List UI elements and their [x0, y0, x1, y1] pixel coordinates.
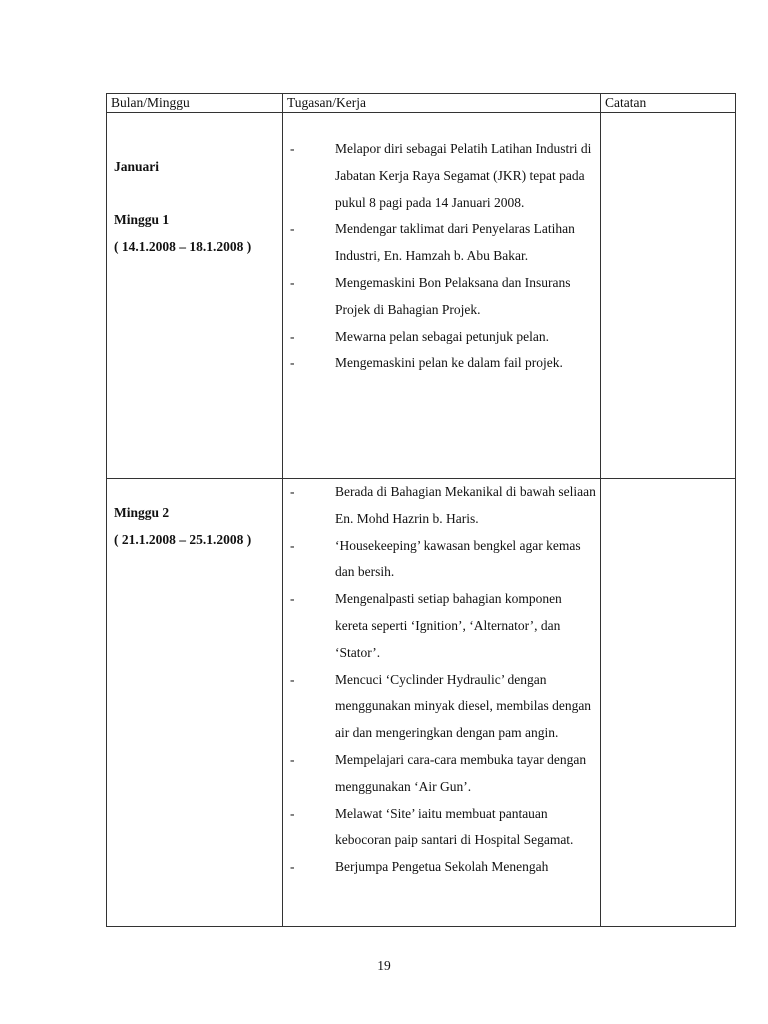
header-tasks: Tugasan/Kerja: [283, 94, 601, 113]
tasks-cell: [283, 479, 601, 927]
notes-cell: [601, 113, 736, 479]
bullet-dash: -: [290, 805, 295, 821]
bullet-dash: -: [290, 274, 295, 290]
task-text: Mewarna pelan sebagai petunjuk pelan.: [335, 328, 550, 344]
bullet-dash: -: [290, 221, 295, 237]
list-item: [283, 667, 600, 747]
bullet-dash: -: [290, 671, 295, 687]
task-list: [283, 113, 600, 377]
task-text: Mencuci ‘Cyclinder Hydraulic’ dengan menggunakan minyak diesel, membilas dengan air dan mengeringkan dengan pam angin.: [335, 671, 592, 741]
notes-cell: [601, 479, 736, 927]
bullet-dash: -: [290, 859, 295, 875]
bullet-dash: -: [290, 141, 295, 156]
bullet-dash: -: [290, 484, 295, 499]
header-notes: Catatan: [601, 94, 736, 113]
bullet-dash: -: [290, 591, 295, 607]
header-month-week: Bulan/Minggu: [107, 94, 283, 113]
training-log-table: [106, 93, 736, 927]
month-label: Januari: [114, 159, 160, 174]
task-text: Melapor diri sebagai Pelatih Latihan Industri di Jabatan Kerja Raya Segamat (JKR) tepat pada pukul 8 pagi pada 14 Januari 2008.: [335, 141, 592, 210]
bullet-dash: -: [290, 537, 295, 553]
task-text: Mendengar taklimat dari Penyelaras Latihan Industri, En. Hamzah b. Abu Bakar.: [335, 221, 575, 264]
task-text: Mengenalpasti setiap bahagian komponen kereta seperti ‘Ignition’, ‘Alternator’, dan ‘Stator’.: [335, 591, 562, 660]
list-item: [283, 136, 600, 216]
list-item: [283, 324, 600, 351]
task-text: Mempelajari cara-cara membuka tayar dengan menggunakan ‘Air Gun’.: [335, 751, 587, 794]
list-item: [283, 350, 600, 377]
period-cell: [107, 479, 283, 927]
task-text: ‘Housekeeping’ kawasan bengkel agar kemas dan bersih.: [335, 537, 581, 580]
task-text: Berada di Bahagian Mekanikal di bawah seliaan En. Mohd Hazrin b. Haris.: [335, 484, 596, 526]
task-text: Melawat ‘Site’ iaitu membuat pantauan kebocoran paip santari di Hospital Segamat.: [335, 805, 574, 848]
list-item: [283, 216, 600, 270]
bullet-dash: -: [290, 328, 295, 344]
bullet-dash: -: [290, 751, 295, 767]
list-item: [283, 747, 600, 801]
list-item: [283, 533, 600, 587]
tasks-cell: [283, 113, 601, 479]
period-cell: [107, 113, 283, 479]
task-text: Mengemaskini pelan ke dalam fail projek.: [335, 355, 563, 371]
table-row: [107, 479, 736, 927]
date-range: ( 14.1.2008 – 18.1.2008 ): [114, 239, 252, 254]
date-range: ( 21.1.2008 – 25.1.2008 ): [114, 532, 252, 547]
list-item: [283, 586, 600, 666]
week-label: Minggu 1: [114, 212, 170, 227]
task-text: Berjumpa Pengetua Sekolah Menengah: [335, 859, 549, 875]
list-item: [283, 801, 600, 855]
list-item: [283, 854, 600, 881]
page-number: 19: [377, 958, 391, 973]
table-row: [107, 113, 736, 479]
list-item: [283, 479, 600, 533]
bullet-dash: -: [290, 355, 295, 371]
week-label: Minggu 2: [114, 505, 170, 520]
list-item: [283, 270, 600, 324]
table-header-row: [107, 94, 736, 113]
task-list: [283, 479, 600, 881]
task-text: Mengemaskini Bon Pelaksana dan Insurans Projek di Bahagian Projek.: [335, 274, 571, 317]
